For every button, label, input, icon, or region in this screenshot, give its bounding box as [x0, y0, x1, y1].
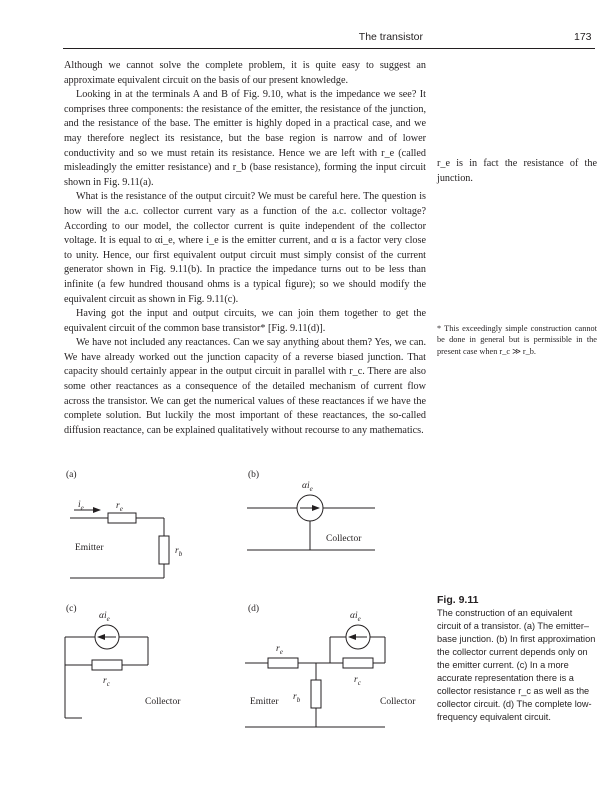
collector-label-d: Collector	[380, 697, 416, 707]
resistor-rb-a	[159, 536, 169, 564]
rc-label-c: $r_c$	[103, 676, 110, 688]
alpha-ie-label-b: $\alpha i_e$	[302, 481, 313, 493]
paragraph-5: We have not included any reactances. Can we say anything about them? Yes, we can. We have already worked out the junction capacity of a reverse biased junction. That capacity should certainly appear in the output circuit in parallel with r_c. There are also some other reactances as a consequence of the detailed mechanism of current flow across the transistor. We can get the numerical values of these reactances if we have the complete solution. But luckily the most important of these reactances, the so-called diffusion reactance, can be explained qualitatively without recourse to any mathematics.	[64, 337, 426, 436]
rb-label-d: $r_b$	[293, 692, 301, 704]
rb-label-a: $r_b$	[175, 546, 183, 558]
paragraph-4: Having got the input and output circuits, we can join them together to get the equivalent circuit of the common base transistor* [Fig. 9.11(d)].	[64, 308, 426, 334]
panel-label-b: (b)	[248, 470, 260, 480]
panel-label-c: (c)	[66, 604, 77, 614]
page-number: 173	[574, 31, 592, 43]
paragraph-1: Although we cannot solve the complete problem, it is quite easy to suggest an approximate equivalent circuit on the basis of our present knowledge.	[64, 60, 426, 86]
paragraph-3: What is the resistance of the output circuit? We must be careful here. The question is how will the a.c. collector current vary as a function of the a.c. collector voltage? According to our model, the collector current is quite independent of the collector voltage. It is equal to αi_e, where i_e is the emitter current, and α is a factor very close to unity. Hence, our first equivalent output circuit must simply consist of the current generator shown in Fig. 9.11(b). In practice the impedance turns out to be less than infinite (a few hundred thousand ohms is a typical figure); so we should modify the equivalent circuit as shown in Fig. 9.11(c).	[64, 191, 426, 305]
caption-text: The construction of an equivalent circuit of a transistor. (a) The emitter–base junction. (b) In first approximation the collector current depends only on the emitter current. (c) In a more accurate representation there is a collector resistance r_c as well as the collector circuit. (d) The complete low-frequency equivalent circuit.	[437, 608, 596, 722]
resistor-rb-d	[311, 680, 321, 708]
resistor-re-a	[108, 513, 136, 523]
ie-label: $i_e$	[78, 500, 84, 512]
resistor-re-d	[268, 658, 298, 668]
collector-label-c: Collector	[145, 697, 181, 707]
collector-label-b: Collector	[326, 534, 362, 544]
paragraph-2: Looking in at the terminals A and B of Fig. 9.10, what is the impedance we see? It comprises three components: the resistance of the emitter, the resistance of the junction, and the resistance of the base. The emitter is highly doped in a practical case, and we may therefore neglect its resistance, but the base region is narrow and of lower conductivity and so we must retain its resistance. Hence we are left with r_e (called misleadingly the emitter resistance) and r_b (base resistance), forming the input circuit shown in Fig. 9.11(a).	[64, 89, 426, 188]
panel-label-d: (d)	[248, 604, 260, 614]
footnote-construction: * This exceedingly simple construction cannot be done in general but is permissible in the present case when r_c ≫ r_b.	[437, 324, 597, 356]
resistor-rc-d	[343, 658, 373, 668]
caption-label: Fig. 9.11	[437, 594, 479, 606]
alpha-ie-label-c: $\alpha i_e$	[99, 611, 110, 623]
margin-note-re: r_e is in fact the resistance of the junction.	[437, 158, 597, 184]
re-label-a: $r_e$	[116, 501, 123, 513]
resistor-rc-c	[92, 660, 122, 670]
re-label-d: $r_e$	[276, 644, 283, 656]
emitter-label-a: Emitter	[75, 543, 104, 553]
emitter-label-d: Emitter	[250, 697, 279, 707]
running-header-title: The transistor	[358, 31, 423, 43]
alpha-ie-label-d: $\alpha i_e$	[350, 611, 361, 623]
figure-caption	[437, 594, 597, 724]
rc-label-d: $r_c$	[354, 675, 361, 687]
panel-label-a: (a)	[66, 470, 77, 480]
